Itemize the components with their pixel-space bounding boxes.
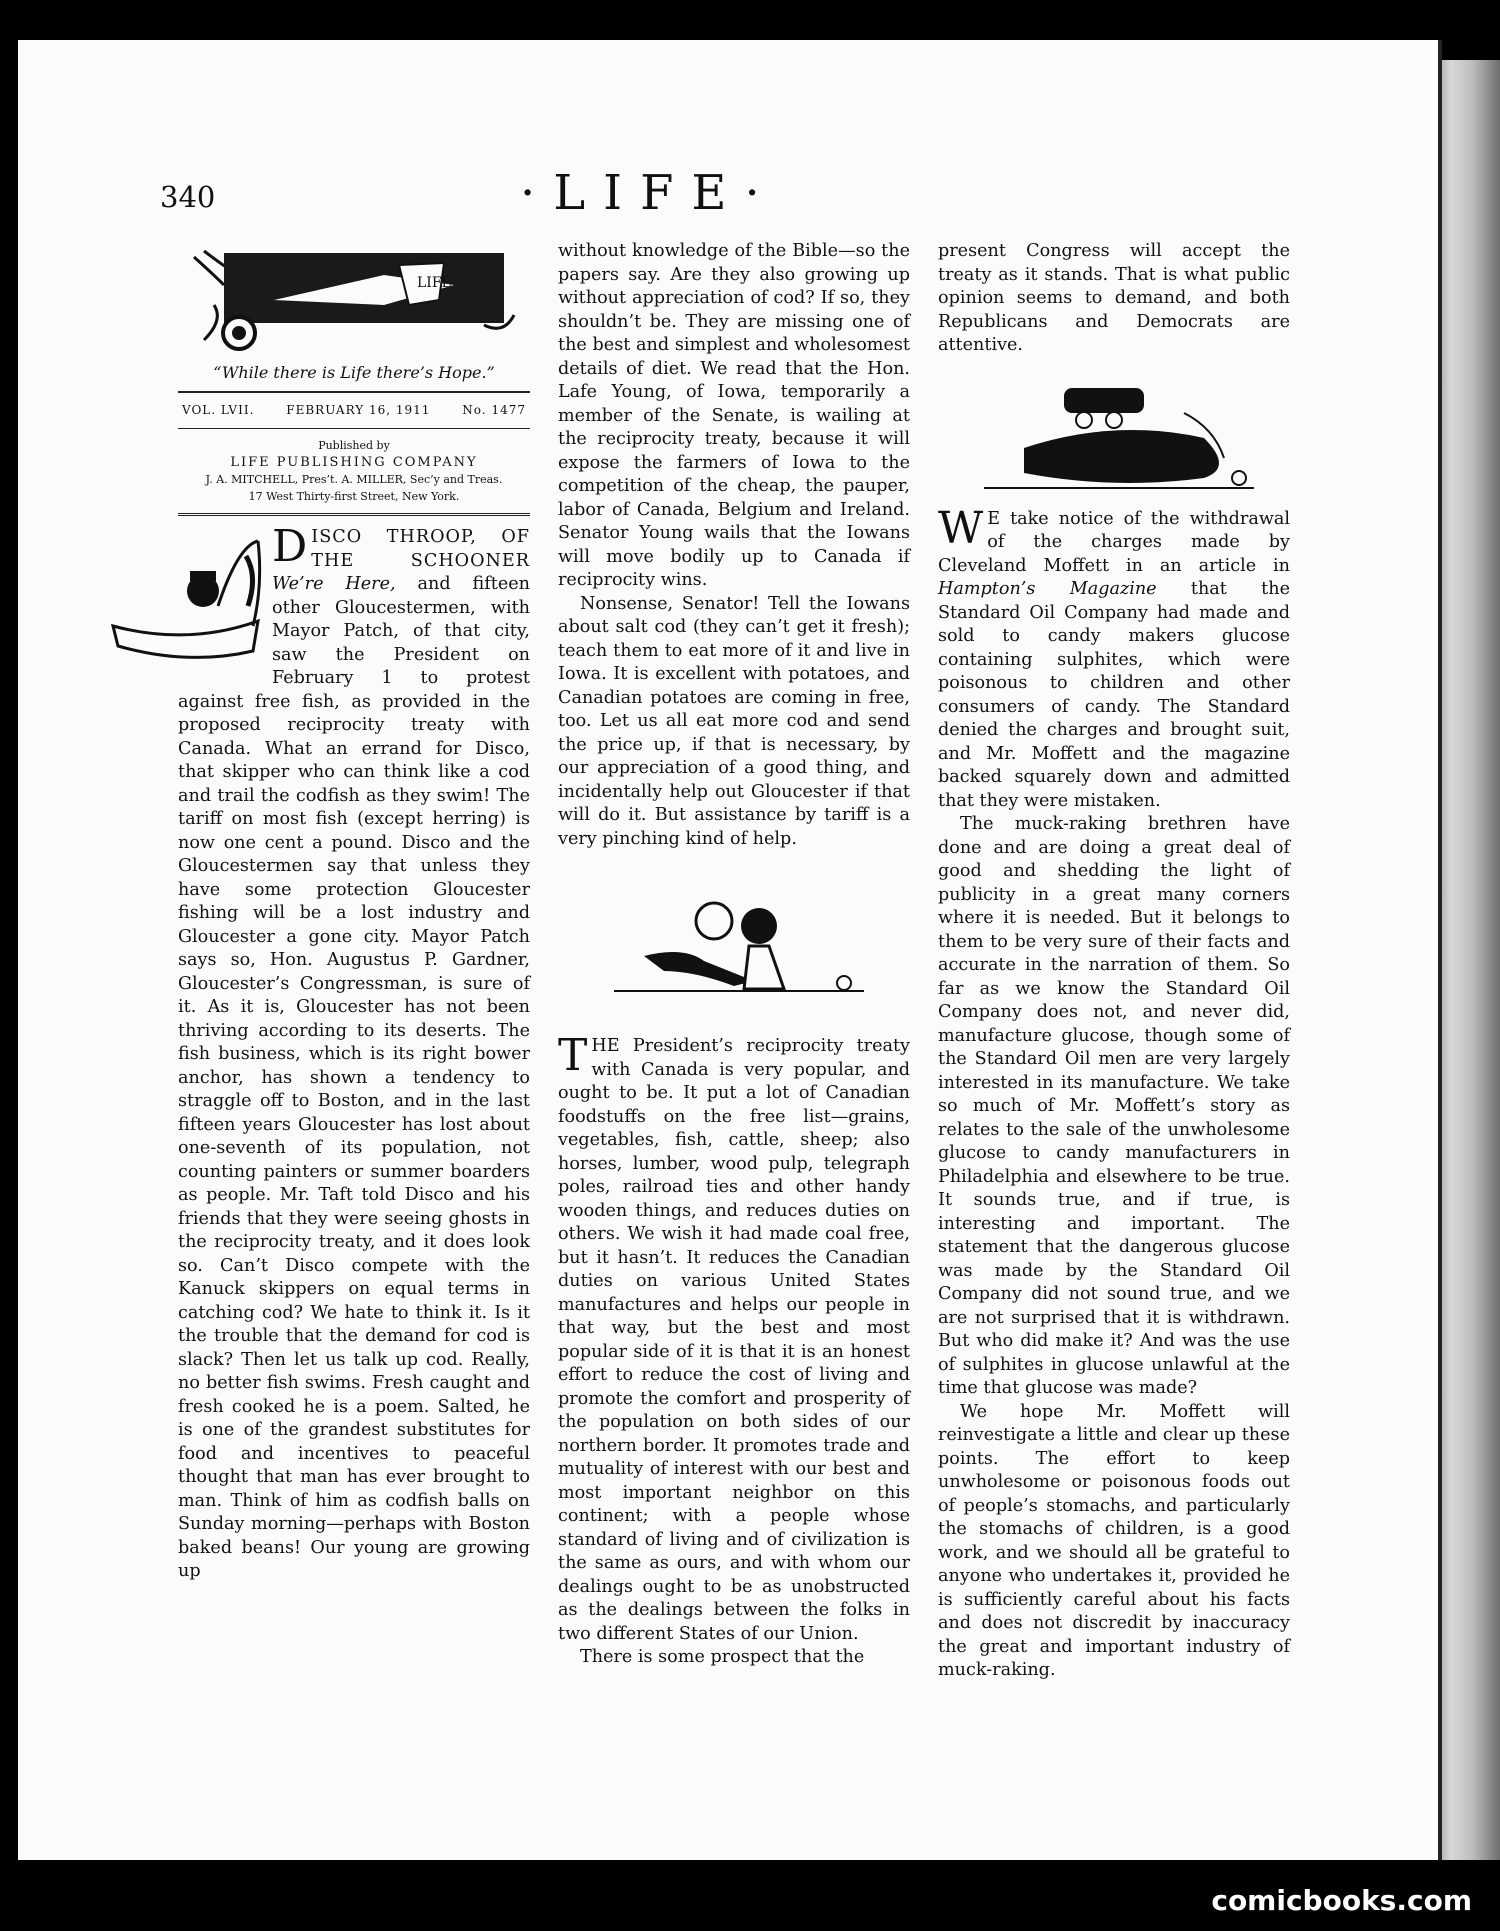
column-3 (938, 240, 1290, 1683)
article2-body: HE President’s reciprocity treaty with Canada is very popular, and ought to be. It put a lot of Canadian foodstuffs on the free list—grains, vegetables, fish, cattle, sheep; also horses, lumber, wood pulp, telegraph poles, railroad ties and other handy wooden things, and reduces duties on others. We wish it had made coal free, but it hasn’t. It reduces the Canadian duties on various United States manufactures and helps our people in that way, but the best and most popular side of it is that it is an honest effort to reduce the cost of living and promote the comfort and prosperity of the population on both sides of our northern border. It promotes trade and mutuality of interest with our best and most important neighbor on this continent; with a people whose standard of living and of civilization is the same as ours, and with whom our dealings ought to be as unobstructed as the dealings between the folks in two different States of our Union. (558, 1036, 910, 1644)
article3-body: that the Standard Oil Company had made and sold to candy makers glucose containing sulphites, which were poisonous to children and other consumers of candy. The Standard denied the charges and brought suit, and Mr. Moffett and the magazine backed squarely down and admitted that they were mistaken. (938, 579, 1290, 811)
schooner-name: We’re Here, (272, 574, 396, 594)
whale-illustration (964, 378, 1264, 498)
publisher-block (178, 437, 530, 505)
article1-continued: without knowledge of the Bible—so the papers say. Are they also growing up without appreciation of cod? If so, they shouldn’t be. They are missing one of the best and simplest and wholesomest details of diet. We read that the Hon. Lafe Young, of Iowa, temporarily a member of the Senate, is wailing at the reciprocity treaty, because it will expose the farmers of Iowa to the competition of the cheap, the pauper, labor of Canada, Belgium and Ireland. Senator Young wails that the Iowans will move bodily up to Canada if reciprocity wins. (558, 241, 910, 590)
page-title: ·LIFE· (520, 165, 778, 221)
article3-lead: E take notice of the withdrawal of the charges made by Cleveland Moffett in an article in (938, 508, 1290, 576)
article3-paragraph-2: The muck-raking brethren have done and are doing a great deal of good and shedding the light of publicity in a great many corners where it is needed. But it belongs to them to be very sure of their facts and accurate in the narration of them. So far as we know the Standard Oil Company does not, and never did, manufacture glucose, though some of the Standard Oil men are very largely interested in its manufacture. We take so much of Mr. Moffett’s story as relates to the sale of the unwholesome glucose to candy manufacturers in Philadelphia and elsewhere to be true. It sounds true, and if true, is interesting and important. The statement that the dangerous glucose was made by the Standard Oil Company did not sound true, and we are not surprised that it is withdrawn. But who did make it? And was the use of sulphites in glucose unlawful at the time that glucose was made? (938, 814, 1290, 1398)
column-2 (558, 240, 910, 1670)
volume-line (178, 391, 530, 430)
watermark: comicbooks.com (1211, 1884, 1472, 1917)
drop-cap: D (272, 521, 308, 572)
publisher-name: LIFE PUBLISHING COMPANY (230, 455, 478, 470)
magazine-name: Hampton’s Magazine (938, 579, 1157, 599)
fisherman-illustration (108, 526, 268, 676)
issue-number: No. 1477 (462, 402, 526, 417)
officers: J. A. MITCHELL, Pres’t. A. MILLER, Sec’y and Treas. (205, 473, 503, 486)
drop-cap: T (558, 1030, 588, 1081)
article2-paragraph-2: There is some prospect that the (580, 1647, 865, 1667)
article2-continued: present Congress will accept the treaty as it stands. That is what public opinion seems to demand, and both Republicans and Democrats are attentive. (938, 241, 1290, 355)
page-number: 340 (160, 180, 216, 214)
motto: “While there is Life there’s Hope.” (213, 363, 495, 382)
kissing-couple-illustration (584, 871, 884, 1021)
article1-lead: ISCO THROOP, OF THE SCHOONER (311, 527, 530, 571)
article3-paragraph-3: We hope Mr. Moffett will reinvestigate a little and clear up these points. The effort to keep unwholesome or poisonous foods out of people’s stomachs, and particularly the stomachs of children, is a good work, and we should all be grateful to anyone who undertakes it, provided he is sufficiently careful about his facts and does not discredit by inaccuracy the great and important industry of muck-raking. (938, 1401, 1290, 1680)
address: 17 West Thirty-first Street, New York. (248, 490, 460, 503)
column-1 (178, 245, 530, 1584)
divider (178, 513, 530, 516)
issue-date: FEBRUARY 16, 1911 (286, 402, 431, 417)
drop-cap: W (938, 502, 984, 554)
svg-text:LIFE: LIFE (417, 275, 452, 291)
article1-body: and fifteen other Gloucestermen, with Mayor Patch, of that city, saw the President on February 1 to protest against free fish, as provided in the proposed reciprocity treaty with Canada. What an errand for Disco, that skipper who can think like a cod and trail the codfish as they swim! The tariff on most fish (except herring) is now one cent a pound. Disco and the Gloucestermen say that unless they have some protection Gloucester fishing will be a lost industry and Gloucester a gone city. Mayor Patch says so, Hon. Augustus P. Gardner, Gloucester’s Congressman, is sure of it. As it is, Gloucester has not been thriving according to its deserts. The fish business, which is its right bower anchor, has shown a tendency to straggle off to Boston, and in the last fifteen years Gloucester has lost about one-seventh of its population, not counting painters or summer boarders as people. Mr. Taft told Disco and his friends that they were seeing ghosts in the reciprocity treaty, and it does look so. Can’t Disco compete with the Kanuck skippers on equal terms in catching cod? We hate to think it. Is it the trouble that the demand for cod is slack? Then let us talk up cod. Really, no better fish swims. Fresh caught and fresh cooked he is a poem. Salted, he is one of the grandest substitutes for food and incentives to peaceful thought that man has ever brought to man. Think of him as codfish balls on Sunday morning—perhaps with Boston baked beans! Our young are growing up (178, 574, 530, 1581)
masthead-illustration (184, 245, 524, 355)
volume: VOL. LVII. (182, 402, 255, 417)
published-by: Published by (318, 439, 390, 452)
article1-paragraph-2: Nonsense, Senator! Tell the Iowans about salt cod (they can’t get it fresh); teach them to eat more of it and live in Iowa. It is excellent with potatoes, and Canadian potatoes are coming in free, too. Let us all eat more cod and send the price up, if that is necessary, by our appreciation of a good thing, and incidentally help out Gloucester if that will do it. But assistance by tariff is a very pinching kind of help. (558, 593, 910, 849)
